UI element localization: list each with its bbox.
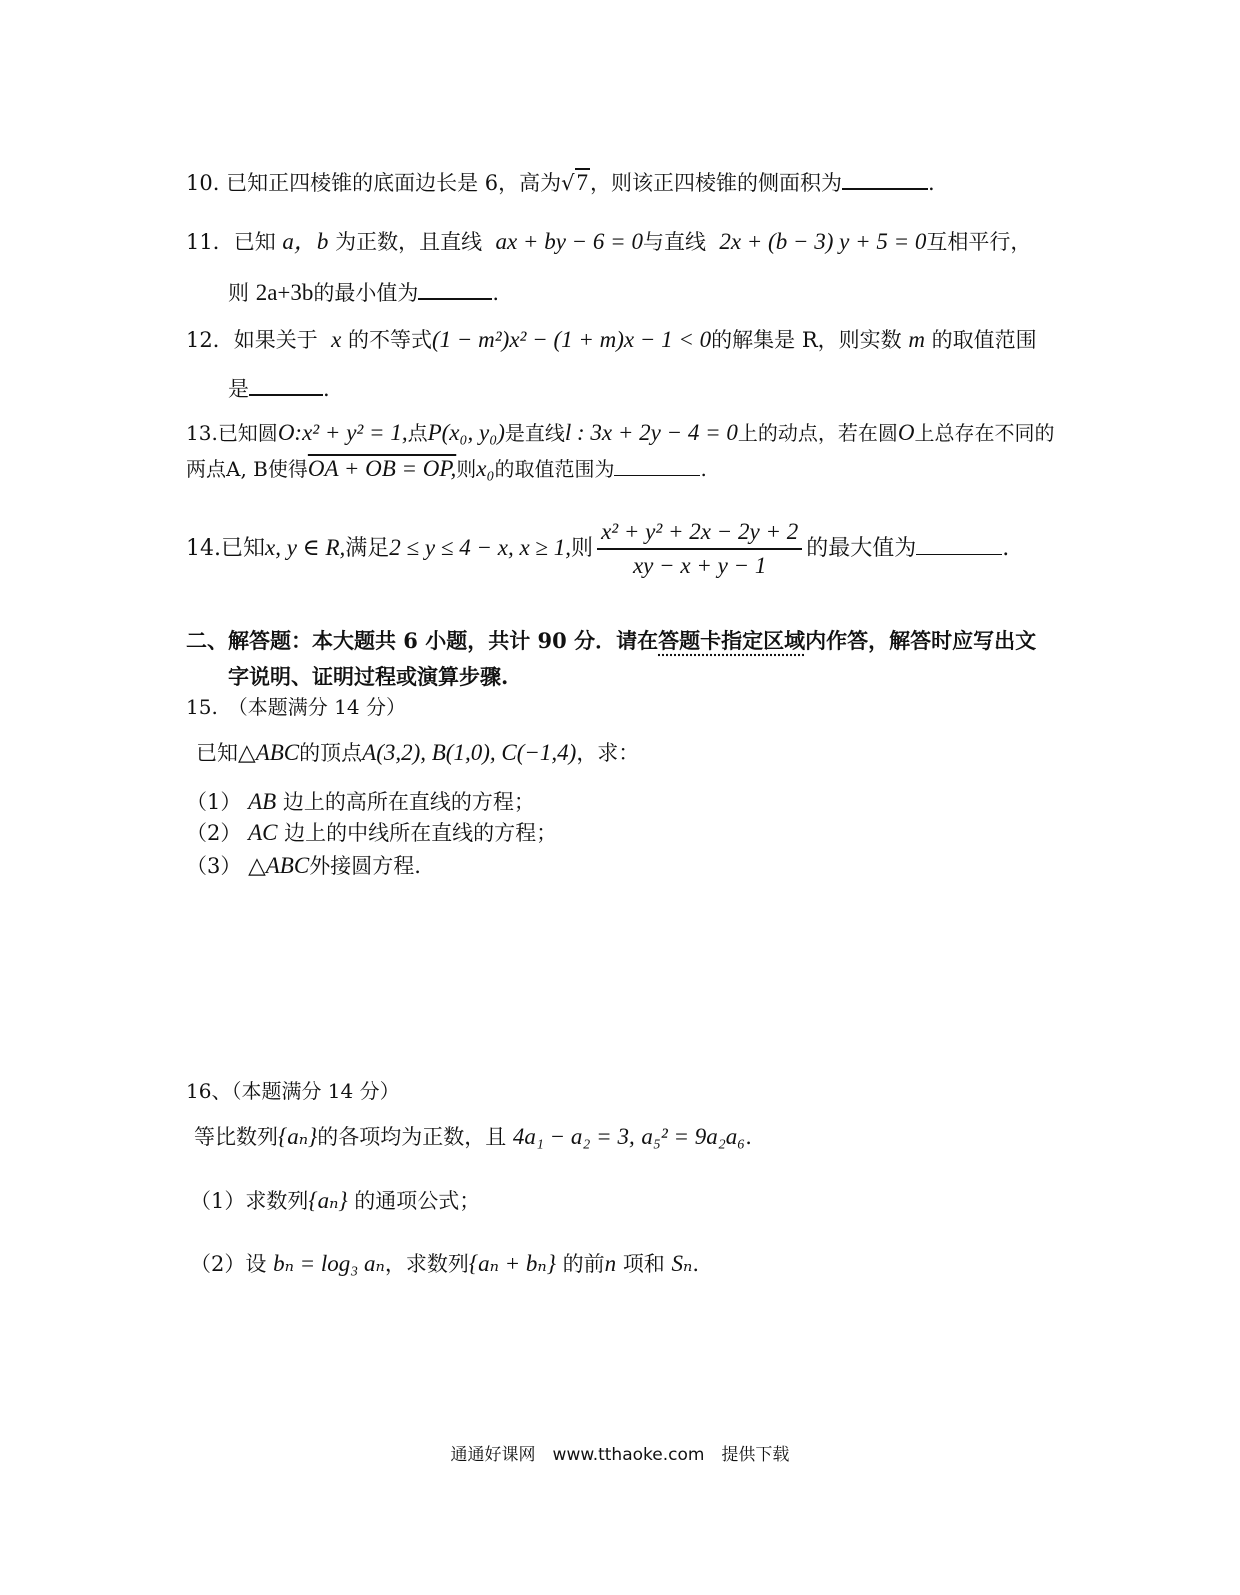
q13-text-a: 已知圆 <box>217 421 278 445</box>
q14-text-d: 的最大值为 <box>806 536 917 561</box>
q14-fraction <box>597 518 802 580</box>
answer-blank <box>614 455 700 476</box>
q16-stem-a: 等比数列 <box>194 1125 278 1149</box>
q16-p2-num: （2） <box>190 1252 246 1276</box>
q14-text-b: 满足 <box>345 536 390 561</box>
q16-seq: {aₙ} <box>278 1124 318 1149</box>
q16-p2-def: bₙ = log₃ aₙ <box>273 1251 385 1276</box>
q10-end: . <box>928 171 935 195</box>
q15-p2-text: 边上的中线所在直线的方程； <box>284 821 558 845</box>
question-16-part-2 <box>190 1249 699 1279</box>
q15-points: A(3,2), B(1,0), C(−1,4) <box>362 740 577 765</box>
q16-p2-d: 项和 <box>622 1252 665 1276</box>
question-12-cont <box>228 374 330 404</box>
q13-line2-b: 则 <box>456 457 477 481</box>
q16-p1-b: 的通项公式； <box>354 1189 481 1213</box>
q11-number: 11． <box>186 230 234 254</box>
question-13-cont <box>186 454 707 484</box>
footer-text: 通通好课网 www.tthaoke.com 提供下载 <box>450 1445 790 1465</box>
q13-circle-eq: O:x² + y² = 1, <box>277 420 408 445</box>
question-16-stem <box>194 1122 752 1152</box>
answer-blank <box>842 168 928 190</box>
question-11 <box>186 227 1031 257</box>
q16-p1-a: 求数列 <box>245 1189 309 1213</box>
q10-number: 10. <box>186 171 220 195</box>
q11-text-e: 的最小值为 <box>313 281 419 305</box>
q16-stem-b: 的各项均为正数，且 <box>317 1125 507 1149</box>
q12-text-d: 的取值范围 <box>931 328 1037 352</box>
q12-text-b: 的不等式 <box>348 328 432 352</box>
q13-point: P(x₀, y₀) <box>427 420 505 445</box>
q13-text-e: 上总存在不同的 <box>914 421 1055 445</box>
q16-p1-seq: {aₙ} <box>308 1188 348 1213</box>
q13-end: . <box>700 457 707 481</box>
q15-p3-num: （3） <box>186 854 242 878</box>
q15-stem-a: 已知 <box>196 741 238 765</box>
q10-text-b: ，则该正四棱锥的侧面积为 <box>590 171 843 195</box>
answer-blank <box>418 278 492 300</box>
q11-line2-eq: 2x + (b − 3) y + 5 = 0 <box>719 229 927 254</box>
q12-end: . <box>323 377 330 401</box>
q11-prefix: 则 <box>228 281 249 305</box>
q12-var-m: m <box>908 327 925 352</box>
q15-p3-var: △ABC <box>248 853 310 878</box>
question-11-cont <box>228 278 499 308</box>
q16-p1-num: （1） <box>190 1189 246 1213</box>
q12-inequality: (1 − m²)x² − (1 + m)x − 1 < 0 <box>432 327 712 352</box>
q11-expr: 2a+3b <box>255 280 314 305</box>
q15-p1-var: AB <box>248 789 277 814</box>
section2-line2: 字说明、证明过程或演算步骤. <box>228 664 509 689</box>
question-15-stem <box>196 738 639 768</box>
q14-number: 14. <box>186 536 221 561</box>
q15-p1-num: （1） <box>186 790 242 814</box>
q11-line1-eq: ax + by − 6 = 0 <box>495 229 643 254</box>
q13-text-d: 上的动点，若在圆 <box>737 421 898 445</box>
question-10 <box>186 168 935 198</box>
q11-text-b: 为正数，且直线 <box>335 230 483 254</box>
q11-vars: a，b <box>282 229 329 254</box>
section2-line1-b: 内作答，解答时应写出文 <box>805 628 1037 653</box>
q13-text-c: 是直线 <box>504 421 565 445</box>
q13-text-b: 点 <box>407 421 428 445</box>
question-13 <box>186 418 1055 448</box>
q15-p3-text: 外接圆方程. <box>309 854 421 878</box>
page-footer <box>0 1440 1240 1465</box>
q12-text-a: 如果关于 <box>233 328 318 352</box>
q16-cond2: a₅² = 9a₂a₆ <box>641 1124 746 1149</box>
question-15-part-1 <box>186 787 535 817</box>
question-15-part-2 <box>186 818 557 848</box>
q14-end: . <box>1002 536 1010 561</box>
q10-text: 已知正四棱锥的底面边长是 6，高为 <box>226 171 562 195</box>
question-15-header <box>186 692 406 722</box>
q16-cond1: 4a₁ − a₂ = 3, <box>512 1124 635 1149</box>
section2-line1-a: 二、解答题：本大题共 6 小题，共计 90 分．请在 <box>186 628 659 653</box>
answer-blank <box>249 374 323 396</box>
q11-text-a: 已知 <box>233 230 276 254</box>
q12-var-x: x <box>331 327 342 352</box>
q13-number: 13. <box>186 421 218 445</box>
q14-denominator: xy − x + y − 1 <box>632 553 767 578</box>
q11-end: . <box>492 281 500 305</box>
answer-blank <box>916 534 1002 555</box>
q16-p2-s: Sₙ <box>671 1251 693 1276</box>
section-2-heading <box>186 626 1036 656</box>
section-2-heading-cont <box>228 662 508 692</box>
q15-stem-b: 的顶点 <box>299 741 363 765</box>
q14-text-c: 则 <box>571 536 594 561</box>
question-16-part-1 <box>190 1186 480 1216</box>
q13-line2-a: 两点A, B使得 <box>186 457 308 481</box>
q12-number: 12． <box>186 328 234 352</box>
q15-triangle: △ABC <box>238 740 300 765</box>
q15-stem-c: ，求： <box>576 741 640 765</box>
question-14 <box>186 516 1009 581</box>
q11-text-d: 互相平行， <box>926 230 1032 254</box>
q16-p2-b: ，求数列 <box>384 1252 469 1276</box>
q14-vars: x, y ∈ R, <box>265 535 346 560</box>
q15-p2-num: （2） <box>186 821 242 845</box>
q13-line-eq: l : 3x + 2y − 4 = 0 <box>564 420 738 445</box>
q13-o: O <box>897 420 915 445</box>
q16-p2-n: n <box>604 1251 617 1276</box>
q16-p2-a: 设 <box>245 1252 267 1276</box>
q13-x0: x₀ <box>476 456 495 481</box>
section2-emphasis: 答题卡指定区域 <box>658 628 806 653</box>
question-12 <box>186 325 1037 355</box>
q16-stem-end: . <box>745 1125 752 1149</box>
q15-p1-text: 边上的高所在直线的方程； <box>282 790 535 814</box>
q16-header: 16、（本题满分 14 分） <box>186 1079 400 1103</box>
q16-p2-end: . <box>692 1252 700 1276</box>
q13-vector-eq: OA + OB = OP, <box>307 456 457 481</box>
q15-p2-var: AC <box>248 820 278 845</box>
q15-header: 15. （本题满分 14 分） <box>186 695 406 719</box>
q14-numerator: x² + y² + 2x − 2y + 2 <box>597 518 802 550</box>
q12-line2: 是 <box>228 377 249 401</box>
question-16-header <box>186 1076 400 1106</box>
question-15-part-3 <box>186 851 421 881</box>
q16-p2-c: 的前 <box>562 1252 605 1276</box>
q11-text-c: 与直线 <box>642 230 706 254</box>
q14-text-a: 已知 <box>221 536 266 561</box>
q16-p2-seq: {aₙ + bₙ} <box>468 1251 556 1276</box>
q12-text-c: 的解集是 R，则实数 <box>711 328 902 352</box>
q14-condition: 2 ≤ y ≤ 4 − x, x ≥ 1, <box>389 535 572 560</box>
q13-line2-c: 的取值范围为 <box>494 457 615 481</box>
sqrt-expression: √7 <box>561 170 589 195</box>
